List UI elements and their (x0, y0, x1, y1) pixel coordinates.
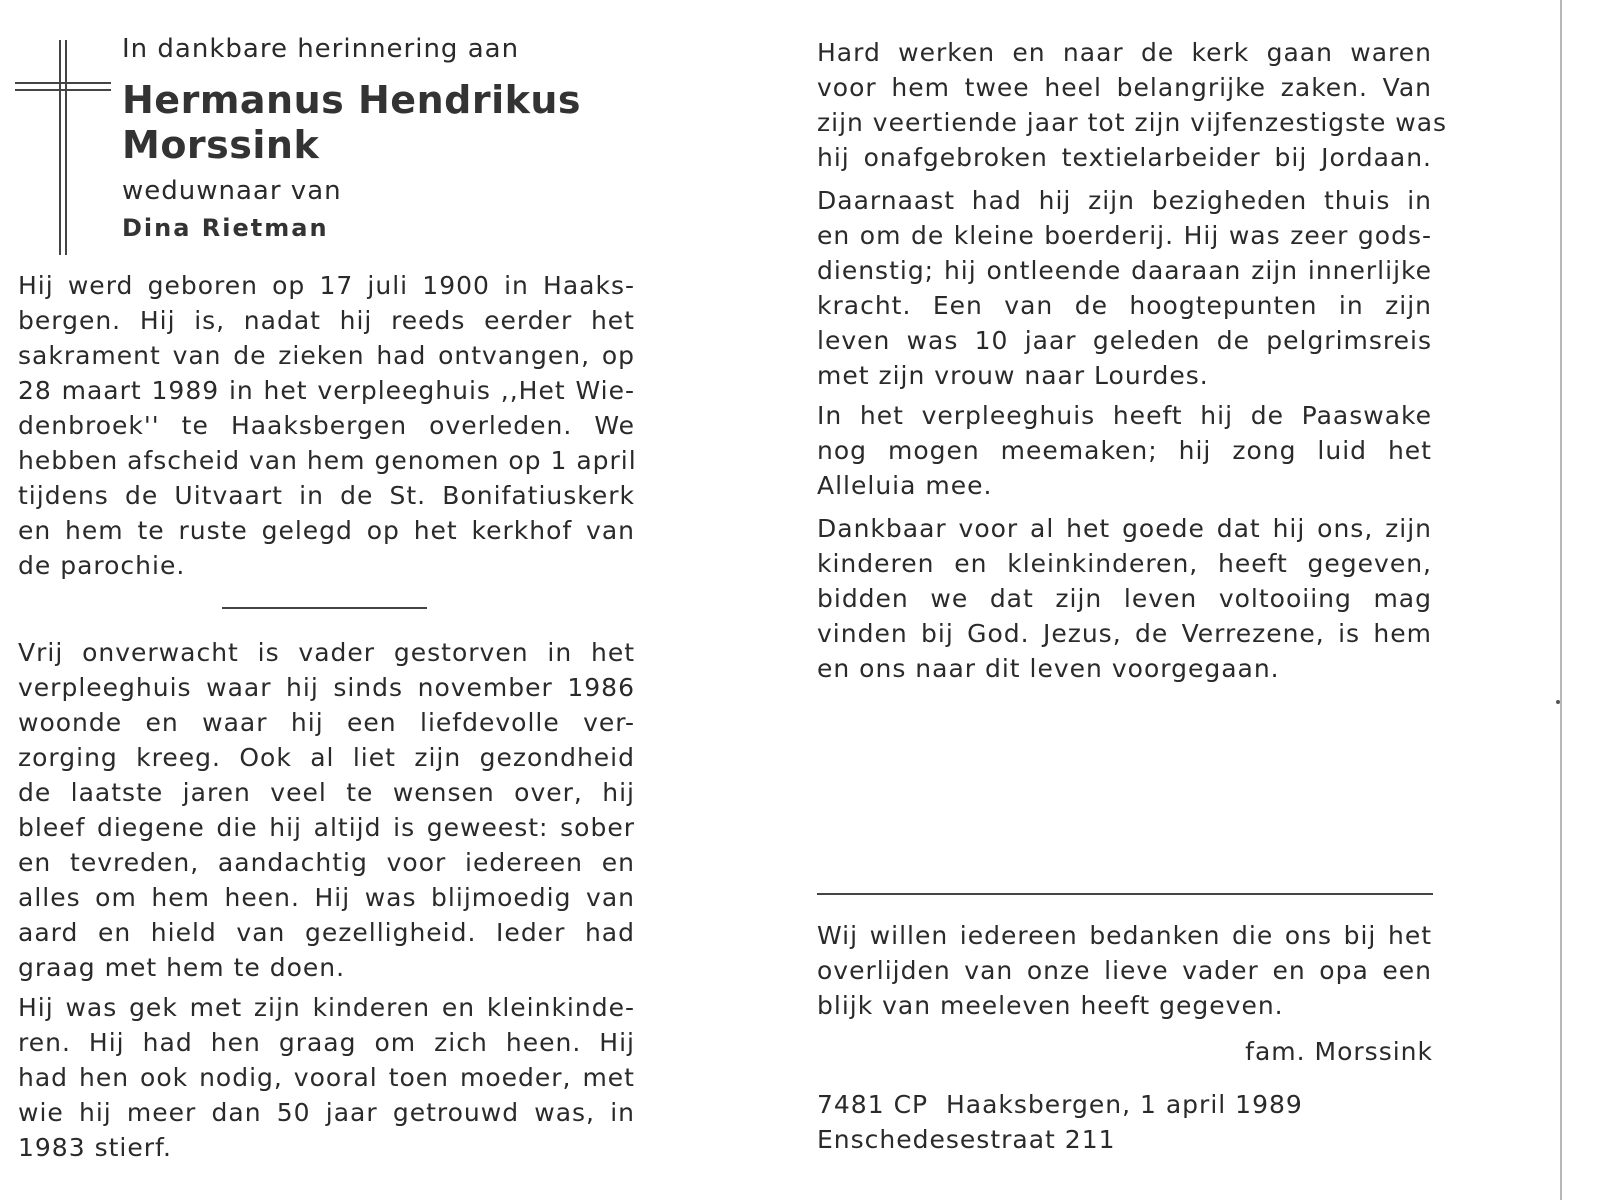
text-line: had hen ook nodig, vooral toen moeder, met (18, 1063, 635, 1092)
widow-of-label: weduwnaar van (122, 176, 342, 206)
deceased-name-line2: Morssink (122, 123, 320, 167)
text-line: ren. Hij had hen graag om zich heen. Hij (18, 1028, 635, 1057)
text-line: en hem te ruste gelegd op het kerkhof van (18, 516, 635, 545)
family-signature: fam. Morssink (1245, 1037, 1433, 1066)
text-line: aard en hield van gezelligheid. Ieder had (18, 918, 635, 947)
paragraph-easter (817, 398, 1432, 503)
text-line: wie hij meer dan 50 jaar getrouwd was, in (18, 1098, 635, 1127)
text-line: alles om hem heen. Hij was blijmoedig van (18, 883, 635, 912)
divider (222, 607, 427, 609)
card-edge-mark (1556, 700, 1560, 704)
cross-horizontal-bar (15, 89, 111, 91)
text-line: en tevreden, aandachtig voor iedereen en (18, 848, 635, 877)
address-street: Enschedesestraat 211 (817, 1125, 1116, 1154)
text-line: zorging kreeg. Ook al liet zijn gezondheid (18, 743, 635, 772)
address-place-date: 7481 CP Haaksbergen, 1 april 1989 (817, 1090, 1303, 1119)
text-line: met zijn vrouw naar Lourdes. (817, 361, 1209, 390)
text-line: de laatste jaren veel te wensen over, hij (18, 778, 635, 807)
cross-vertical-bar (65, 40, 67, 255)
text-line: kinderen en kleinkinderen, heeft gegeven, (817, 549, 1432, 578)
text-line: graag met hem te doen. (18, 953, 346, 982)
text-line: en om de kleine boerderij. Hij was zeer gods- (817, 221, 1432, 250)
divider (817, 893, 1433, 895)
text-line: hij onafgebroken textielarbeider bij Jordaan. (817, 143, 1432, 172)
text-line: denbroek'' te Haaksbergen overleden. We (18, 411, 635, 440)
text-line: Alleluia mee. (817, 471, 993, 500)
text-line: leven was 10 jaar geleden de pelgrimsreis (817, 326, 1432, 355)
text-line: de parochie. (18, 551, 186, 580)
text-line: 1983 stierf. (18, 1133, 172, 1162)
text-line: verpleeghuis waar hij sinds november 1986 (18, 673, 635, 702)
text-line: bergen. Hij is, nadat hij reeds eerder het (18, 306, 635, 335)
text-line: Daarnaast had hij zijn bezigheden thuis in (817, 186, 1432, 215)
text-line: hebben afscheid van hem genomen op 1 april (18, 446, 637, 475)
deceased-name-line1: Hermanus Hendrikus (122, 78, 582, 122)
text-line: nog mogen meemaken; hij zong luid het (817, 436, 1432, 465)
paragraph-thanks (817, 918, 1432, 1023)
text-line: Dankbaar voor al het goede dat hij ons, zijn (817, 514, 1432, 543)
text-line: vinden bij God. Jezus, de Verrezene, is hem (817, 619, 1432, 648)
text-line: Hard werken en naar de kerk gaan waren (817, 38, 1432, 67)
paragraph-character (18, 635, 635, 985)
text-line: tijdens de Uitvaart in de St. Bonifatiuskerk (18, 481, 635, 510)
text-line: Hij was gek met zijn kinderen en kleinkinde- (18, 993, 635, 1022)
spouse-name: Dina Rietman (122, 214, 329, 242)
text-line: bidden we dat zijn leven voltooiing mag (817, 584, 1432, 613)
text-line: bleef diegene die hij altijd is geweest: sober (18, 813, 635, 842)
text-line: voor hem twee heel belangrijke zaken. Van (817, 73, 1432, 102)
cross-horizontal-bar (15, 82, 111, 84)
text-line: Hij werd geboren op 17 juli 1900 in Haaks- (18, 271, 635, 300)
paragraph-gratitude (817, 511, 1432, 686)
text-line: woonde en waar hij een liefdevolle ver- (18, 708, 635, 737)
text-line: en ons naar dit leven voorgegaan. (817, 654, 1280, 683)
text-line: 28 maart 1989 in het verpleeghuis ,,Het Wie- (18, 376, 635, 405)
text-line: Vrij onverwacht is vader gestorven in het (18, 638, 635, 667)
text-line: dienstig; hij ontleende daaraan zijn innerlijke (817, 256, 1432, 285)
intro-text: In dankbare herinnering aan (122, 34, 520, 64)
paragraph-birth-death (18, 268, 635, 583)
card-edge (1560, 0, 1562, 1200)
cross-vertical-bar (59, 40, 61, 255)
text-line: Wij willen iedereen bedanken die ons bij het (817, 921, 1432, 950)
paragraph-faith (817, 183, 1432, 393)
text-line: blijk van meeleven heeft gegeven. (817, 991, 1284, 1020)
text-line: sakrament van de zieken had ontvangen, op (18, 341, 635, 370)
text-line: overlijden van onze lieve vader en opa een (817, 956, 1432, 985)
text-line: zijn veertiende jaar tot zijn vijfenzestigste was (817, 108, 1448, 137)
paragraph-family (18, 990, 635, 1165)
paragraph-work (817, 35, 1448, 175)
text-line: kracht. Een van de hoogtepunten in zijn (817, 291, 1432, 320)
text-line: In het verpleeghuis heeft hij de Paaswake (817, 401, 1432, 430)
